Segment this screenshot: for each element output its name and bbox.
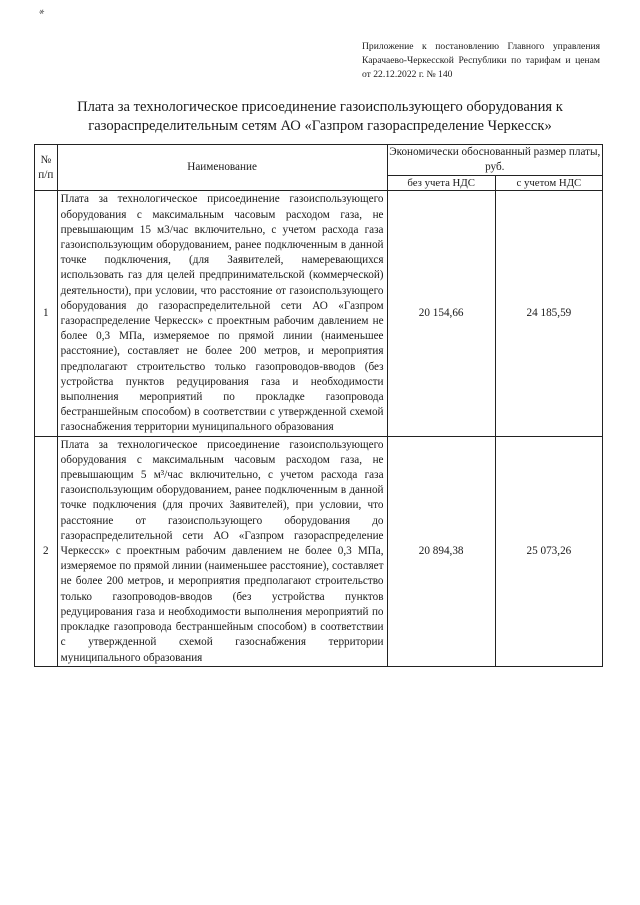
row-name-cell — [57, 191, 387, 436]
row-fee-without-vat: 20 894,38 — [387, 436, 495, 666]
header-name: Наименование — [57, 145, 387, 191]
row-number: 2 — [35, 436, 58, 666]
row-description: Плата за технологическое присоединение газоиспользующего оборудования с максимальным часовым расходом газа, не превышающим 5 м³/час включительно, с учетом расхода газа газоиспользующим оборудованием, ранее подключенным в данной точке подключения (для прочих Заявителей), при условии, что расстояние от газоиспользующего оборудования до газораспределительной сети АО «Газпром газораспределение Черкесск» с проектным рабочим давлением не более 0,3 МПа, измеряемое по прямой линии (наименьшее расстояние), составляет не более 200 метров, и мероприятия предполагают строительство только газопроводов-вводов (без устройства пунктов редуцирования газа и необходимости выполнения мероприятий по прокладке газопровода бестраншейным способом) в соответствии с утвержденной схемой газоснабжения территории муниципального образования — [60, 438, 384, 664]
appendix-note: Приложение к постановлению Главного управления Карачаево-Черкесской Республики по тарифам и ценам от 22.12.2022 г. № 140 — [362, 41, 600, 80]
table-row — [35, 436, 603, 666]
tariff-table — [34, 144, 603, 667]
row-fee-without-vat: 20 154,66 — [387, 191, 495, 436]
corner-mark: * — [36, 5, 50, 21]
row-number: 1 — [35, 191, 58, 436]
header-fee-group: Экономически обоснованный размер платы, руб. — [387, 145, 602, 176]
header-with-vat: с учетом НДС — [495, 176, 602, 191]
table-row — [35, 191, 603, 436]
row-name-cell — [57, 436, 387, 666]
header-without-vat: без учета НДС — [387, 176, 495, 191]
row-fee-with-vat: 24 185,59 — [495, 191, 602, 436]
row-description: Плата за технологическое присоединение газоиспользующего оборудования с максимальным часовым расходом газа, не превышающим 15 м3/час включительно, с учетом расхода газа газоиспользующим оборудованием, ранее подключенным в данной точке подключения, (для Заявителей, намеревающихся использовать газ для целей предпринимательской (коммерческой) деятельности), при условии, что расстояние от газоиспользующего оборудования до газораспределительной сети АО «Газпром газораспределение Черкесск» с проектным рабочим давлением не более 0,3 МПа, измеряемое по прямой линии (наименьшее расстояние), составляет не более 200 метров, и мероприятия предполагают строительство только газопроводов-вводов (без устройства пунктов редуцирования газа и необходимости выполнения мероприятий по прокладке газопровода бестраншейным способом) в соответствии с утвержденной схемой газоснабжения территории муниципального образования — [60, 193, 384, 434]
row-fee-with-vat: 25 073,26 — [495, 436, 602, 666]
header-number: № п/п — [35, 145, 58, 191]
document-title: Плата за технологическое присоединение газоиспользующего оборудования к газораспределительным сетям АО «Газпром газораспределение Черкесск» — [77, 99, 563, 134]
